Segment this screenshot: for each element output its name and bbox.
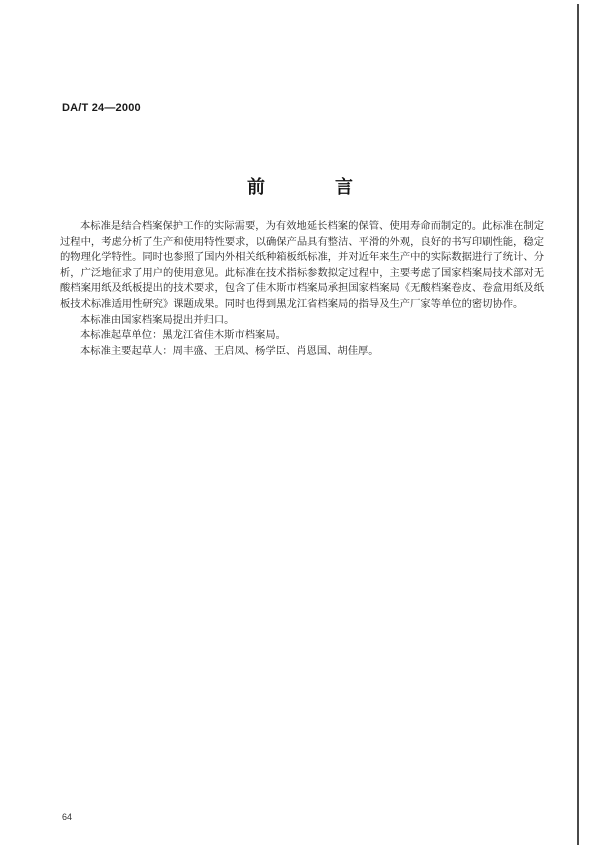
paragraph-intro: 本标准是结合档案保护工作的实际需要，为有效地延长档案的保管、使用寿命而制定的。此标准在制定过程中，考虑分析了生产和使用特性要求，以确保产品具有整洁、平滑的外观，良好的书写印刷性能，稳定的物理化学特性。同时也参照了国内外相关纸种箱板纸标准，并对近年来生产中的实际数据进行了统计、分析，广泛地征求了用户的使用意见。此标准在技术指标参数拟定过程中，主要考虑了国家档案局技术部对无酸档案用纸及纸板提出的技术要求，包含了佳木斯市档案局承担国家档案局《无酸档案卷皮、卷盒用纸及纸板技术标准适用性研究》课题成果。同时也得到黑龙江省档案局的指导及生产厂家等单位的密切协作。 — [60, 220, 544, 310]
foreword-body — [60, 219, 544, 359]
page-title: 前 言 — [247, 177, 379, 198]
standard-code: DA/T 24—2000 — [62, 102, 141, 114]
paragraph-proposer: 本标准由国家档案局提出并归口。 — [80, 313, 235, 326]
page-number: 64 — [62, 812, 73, 822]
paragraph-drafters: 本标准主要起草人：周丰盛、王启凤、杨学臣、肖恩国、胡佳厚。 — [80, 344, 379, 357]
paragraph-drafting-unit: 本标准起草单位：黑龙江省佳木斯市档案局。 — [80, 329, 286, 342]
scan-edge-line — [577, 4, 579, 845]
